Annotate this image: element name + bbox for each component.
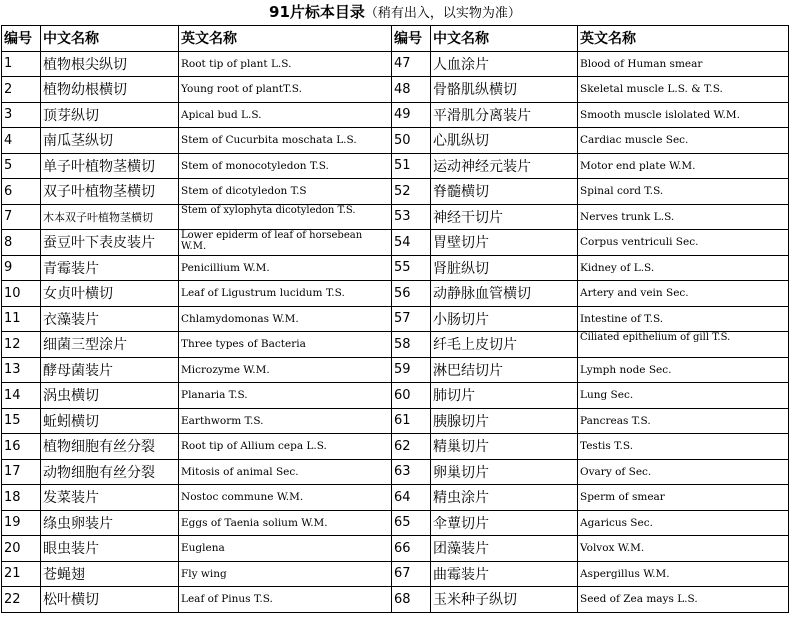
right-chinese-name-cell: 小肠切片 <box>431 306 578 332</box>
table-row <box>2 255 789 281</box>
left-number-cell: 5 <box>2 153 41 179</box>
table-row <box>2 332 789 358</box>
left-chinese-name-cell: 松叶横切 <box>41 587 179 613</box>
right-number-cell: 52 <box>392 179 431 205</box>
left-chinese-name-cell: 植物幼根横切 <box>41 77 179 103</box>
left-english-name-cell: Stem of Cucurbita moschata L.S. <box>179 128 392 154</box>
left-chinese-name-cell: 眼虫装片 <box>41 536 179 562</box>
table-row <box>2 459 789 485</box>
table-row <box>2 77 789 103</box>
right-chinese-name-cell: 卵巢切片 <box>431 459 578 485</box>
right-number-cell: 68 <box>392 587 431 613</box>
left-english-name-cell: Lower epiderm of leaf of horsebean W.M. <box>179 230 392 256</box>
right-number-cell: 57 <box>392 306 431 332</box>
left-chinese-name-cell: 木本双子叶植物茎横切 <box>41 204 179 230</box>
right-number-cell: 66 <box>392 536 431 562</box>
title-note: （稍有出入，以实物为准） <box>364 6 521 21</box>
table-row <box>2 281 789 307</box>
left-english-name-cell: Earthworm T.S. <box>179 408 392 434</box>
left-number-cell: 2 <box>2 77 41 103</box>
right-number-cell: 48 <box>392 77 431 103</box>
table-row <box>2 153 789 179</box>
right-number-cell: 54 <box>392 230 431 256</box>
title-main: 91片标本目录 <box>269 3 365 21</box>
left-number-cell: 1 <box>2 51 41 77</box>
right-chinese-name-cell: 纤毛上皮切片 <box>431 332 578 358</box>
left-number-cell: 9 <box>2 255 41 281</box>
left-number-cell: 10 <box>2 281 41 307</box>
left-english-name-cell: Three types of Bacteria <box>179 332 392 358</box>
right-chinese-name-cell: 精虫涂片 <box>431 485 578 511</box>
right-english-name-cell: Lymph node Sec. <box>578 357 789 383</box>
header-num-right: 编号 <box>392 26 431 52</box>
left-english-name-cell: Root tip of plant L.S. <box>179 51 392 77</box>
right-number-cell: 65 <box>392 510 431 536</box>
right-number-cell: 62 <box>392 434 431 460</box>
left-chinese-name-cell: 女贞叶横切 <box>41 281 179 307</box>
left-english-name-cell: Stem of monocotyledon T.S. <box>179 153 392 179</box>
table-row <box>2 306 789 332</box>
right-number-cell: 67 <box>392 561 431 587</box>
left-english-name-cell: Stem of xylophyta dicotyledon T.S. <box>179 204 392 230</box>
left-english-name-cell: Planaria T.S. <box>179 383 392 409</box>
left-chinese-name-cell: 酵母菌装片 <box>41 357 179 383</box>
right-chinese-name-cell: 运动神经元装片 <box>431 153 578 179</box>
right-english-name-cell: Intestine of T.S. <box>578 306 789 332</box>
left-chinese-name-cell: 植物根尖纵切 <box>41 51 179 77</box>
table-row <box>2 561 789 587</box>
right-number-cell: 50 <box>392 128 431 154</box>
left-english-name-cell: Chlamydomonas W.M. <box>179 306 392 332</box>
table-row <box>2 536 789 562</box>
left-english-name-cell: Apical bud L.S. <box>179 102 392 128</box>
header-num-left: 编号 <box>2 26 41 52</box>
right-chinese-name-cell: 曲霉装片 <box>431 561 578 587</box>
left-chinese-name-cell: 蚯蚓横切 <box>41 408 179 434</box>
left-chinese-name-cell: 衣藻装片 <box>41 306 179 332</box>
table-row <box>2 179 789 205</box>
right-chinese-name-cell: 动静脉血管横切 <box>431 281 578 307</box>
left-chinese-name-cell: 发菜装片 <box>41 485 179 511</box>
left-number-cell: 14 <box>2 383 41 409</box>
left-english-name-cell: Leaf of Pinus T.S. <box>179 587 392 613</box>
left-number-cell: 11 <box>2 306 41 332</box>
right-chinese-name-cell: 团藻装片 <box>431 536 578 562</box>
header-cn-right: 中文名称 <box>431 26 578 52</box>
right-number-cell: 60 <box>392 383 431 409</box>
right-chinese-name-cell: 肺切片 <box>431 383 578 409</box>
specimen-table <box>1 25 789 613</box>
left-english-name-cell: Young root of plantT.S. <box>179 77 392 103</box>
right-number-cell: 63 <box>392 459 431 485</box>
right-english-name-cell: Seed of Zea mays L.S. <box>578 587 789 613</box>
right-english-name-cell: Aspergillus W.M. <box>578 561 789 587</box>
right-chinese-name-cell: 精巢切片 <box>431 434 578 460</box>
header-en-left: 英文名称 <box>179 26 392 52</box>
right-number-cell: 58 <box>392 332 431 358</box>
right-english-name-cell: Agaricus Sec. <box>578 510 789 536</box>
right-chinese-name-cell: 骨骼肌纵横切 <box>431 77 578 103</box>
right-number-cell: 55 <box>392 255 431 281</box>
right-number-cell: 64 <box>392 485 431 511</box>
right-chinese-name-cell: 玉米种子纵切 <box>431 587 578 613</box>
right-chinese-name-cell: 淋巴结切片 <box>431 357 578 383</box>
table-row <box>2 357 789 383</box>
left-english-name-cell: Leaf of Ligustrum lucidum T.S. <box>179 281 392 307</box>
table-row <box>2 510 789 536</box>
right-number-cell: 59 <box>392 357 431 383</box>
right-chinese-name-cell: 肾脏纵切 <box>431 255 578 281</box>
right-english-name-cell: Nerves trunk L.S. <box>578 204 789 230</box>
left-english-name-cell: Mitosis of animal Sec. <box>179 459 392 485</box>
right-chinese-name-cell: 脊髓横切 <box>431 179 578 205</box>
left-number-cell: 8 <box>2 230 41 256</box>
left-chinese-name-cell: 青霉装片 <box>41 255 179 281</box>
left-english-name-cell: Root tip of Allium cepa L.S. <box>179 434 392 460</box>
right-number-cell: 61 <box>392 408 431 434</box>
right-chinese-name-cell: 人血涂片 <box>431 51 578 77</box>
right-english-name-cell: Cardiac muscle Sec. <box>578 128 789 154</box>
left-chinese-name-cell: 双子叶植物茎横切 <box>41 179 179 205</box>
left-english-name-cell: Eggs of Taenia solium W.M. <box>179 510 392 536</box>
left-number-cell: 18 <box>2 485 41 511</box>
header-en-right: 英文名称 <box>578 26 789 52</box>
table-row <box>2 51 789 77</box>
right-english-name-cell: Ovary of Sec. <box>578 459 789 485</box>
left-chinese-name-cell: 蚕豆叶下表皮装片 <box>41 230 179 256</box>
right-number-cell: 47 <box>392 51 431 77</box>
catalog-title <box>0 0 790 24</box>
right-chinese-name-cell: 心肌纵切 <box>431 128 578 154</box>
left-number-cell: 16 <box>2 434 41 460</box>
left-number-cell: 17 <box>2 459 41 485</box>
left-english-name-cell: Penicillium W.M. <box>179 255 392 281</box>
left-number-cell: 6 <box>2 179 41 205</box>
left-number-cell: 3 <box>2 102 41 128</box>
right-number-cell: 51 <box>392 153 431 179</box>
left-english-name-cell: Nostoc commune W.M. <box>179 485 392 511</box>
table-row <box>2 383 789 409</box>
right-english-name-cell: Pancreas T.S. <box>578 408 789 434</box>
table-row <box>2 204 789 230</box>
right-english-name-cell: Testis T.S. <box>578 434 789 460</box>
right-english-name-cell: Spinal cord T.S. <box>578 179 789 205</box>
left-chinese-name-cell: 动物细胞有丝分裂 <box>41 459 179 485</box>
left-chinese-name-cell: 绦虫卵装片 <box>41 510 179 536</box>
left-number-cell: 15 <box>2 408 41 434</box>
left-number-cell: 13 <box>2 357 41 383</box>
left-chinese-name-cell: 苍蝇翅 <box>41 561 179 587</box>
right-number-cell: 53 <box>392 204 431 230</box>
left-english-name-cell: Stem of dicotyledon T.S <box>179 179 392 205</box>
header-cn-left: 中文名称 <box>41 26 179 52</box>
left-chinese-name-cell: 南瓜茎纵切 <box>41 128 179 154</box>
right-english-name-cell: Motor end plate W.M. <box>578 153 789 179</box>
right-english-name-cell: Artery and vein Sec. <box>578 281 789 307</box>
table-row <box>2 434 789 460</box>
left-number-cell: 22 <box>2 587 41 613</box>
table-row <box>2 587 789 613</box>
left-chinese-name-cell: 植物细胞有丝分裂 <box>41 434 179 460</box>
left-number-cell: 19 <box>2 510 41 536</box>
right-number-cell: 49 <box>392 102 431 128</box>
table-row <box>2 102 789 128</box>
table-row <box>2 128 789 154</box>
right-english-name-cell: Kidney of L.S. <box>578 255 789 281</box>
right-english-name-cell: Skeletal muscle L.S. & T.S. <box>578 77 789 103</box>
table-row <box>2 408 789 434</box>
right-english-name-cell: Smooth muscle islolated W.M. <box>578 102 789 128</box>
table-row <box>2 485 789 511</box>
right-english-name-cell: Lung Sec. <box>578 383 789 409</box>
right-english-name-cell: Volvox W.M. <box>578 536 789 562</box>
left-chinese-name-cell: 顶芽纵切 <box>41 102 179 128</box>
right-chinese-name-cell: 胰腺切片 <box>431 408 578 434</box>
header-row <box>2 26 789 52</box>
left-chinese-name-cell: 单子叶植物茎横切 <box>41 153 179 179</box>
left-chinese-name-cell: 涡虫横切 <box>41 383 179 409</box>
left-chinese-name-cell: 细菌三型涂片 <box>41 332 179 358</box>
left-number-cell: 21 <box>2 561 41 587</box>
left-number-cell: 12 <box>2 332 41 358</box>
left-english-name-cell: Microzyme W.M. <box>179 357 392 383</box>
left-number-cell: 20 <box>2 536 41 562</box>
right-chinese-name-cell: 胃壁切片 <box>431 230 578 256</box>
right-number-cell: 56 <box>392 281 431 307</box>
table-row <box>2 230 789 256</box>
right-english-name-cell: Blood of Human smear <box>578 51 789 77</box>
left-number-cell: 4 <box>2 128 41 154</box>
right-english-name-cell: Ciliated epithelium of gill T.S. <box>578 332 789 358</box>
left-english-name-cell: Euglena <box>179 536 392 562</box>
right-english-name-cell: Sperm of smear <box>578 485 789 511</box>
left-english-name-cell: Fly wing <box>179 561 392 587</box>
right-english-name-cell: Corpus ventriculi Sec. <box>578 230 789 256</box>
right-chinese-name-cell: 伞蕈切片 <box>431 510 578 536</box>
right-chinese-name-cell: 神经干切片 <box>431 204 578 230</box>
right-chinese-name-cell: 平滑肌分离装片 <box>431 102 578 128</box>
left-number-cell: 7 <box>2 204 41 230</box>
